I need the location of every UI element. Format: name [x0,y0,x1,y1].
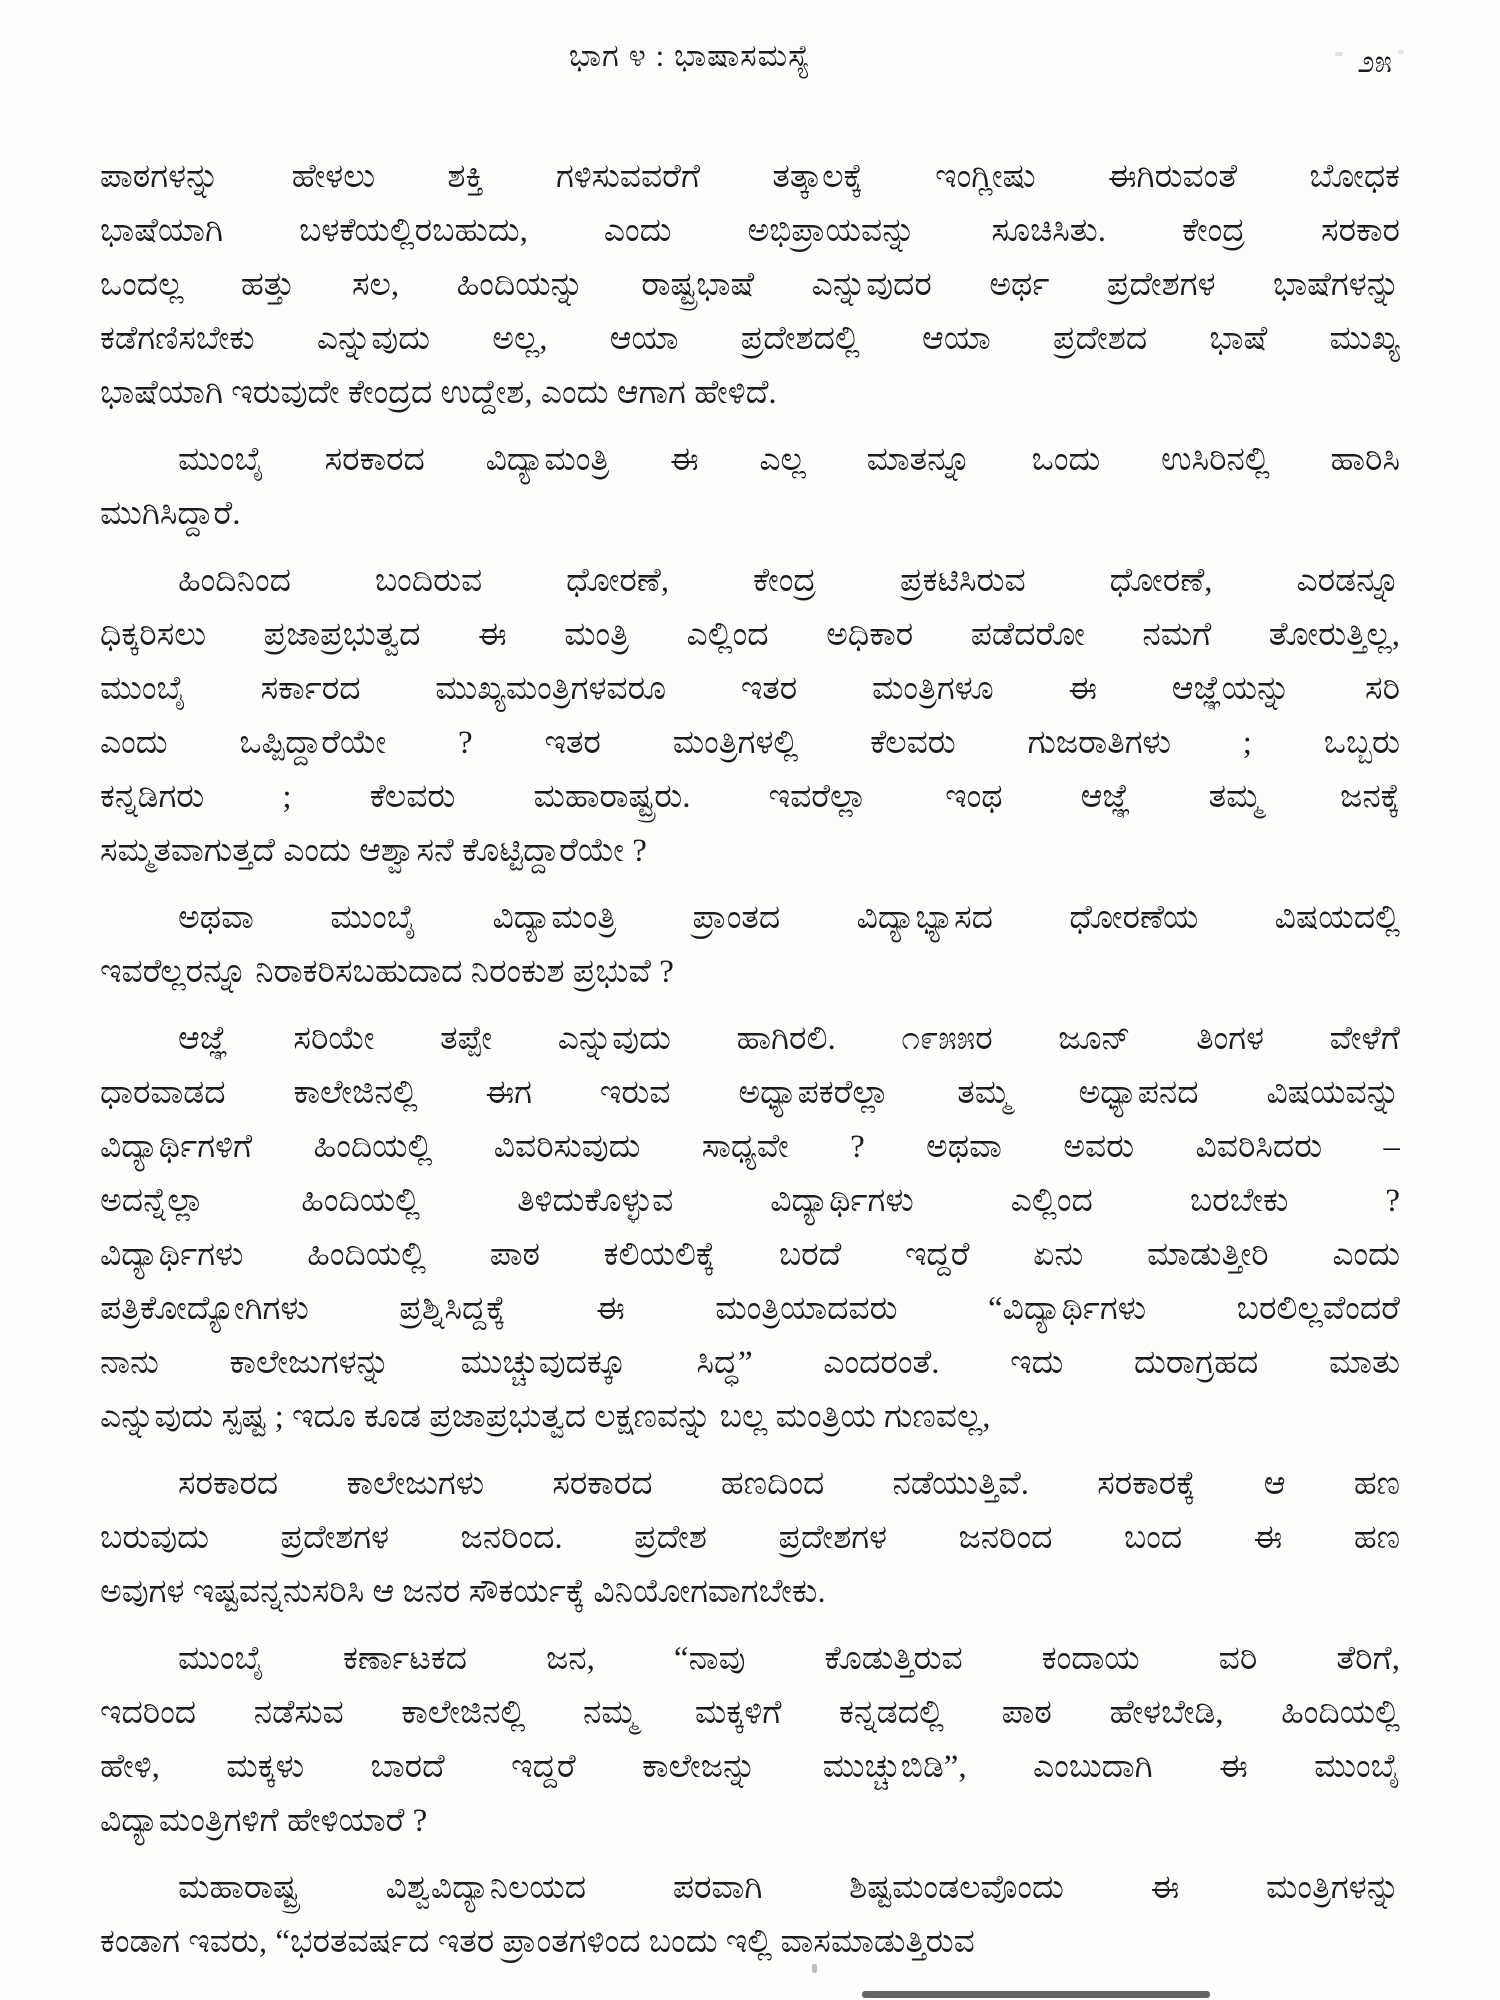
text-line: ಅವುಗಳ ಇಷ್ಟವನ್ನನುಸರಿಸಿ ಆ ಜನರ ಸೌಕರ್ಯಕ್ಕೆ ವಿನಿಯೋಗವಾಗಬೇಕು. [100,1574,826,1610]
scan-speck [1398,50,1404,54]
text-line: ಒಂದಲ್ಲ ಹತ್ತು ಸಲ, ಹಿಂದಿಯನ್ನು ರಾಷ್ಟ್ರಭಾಷೆ ಎನ್ನುವುದರ ಅರ್ಥ ಪ್ರದೇಶಗಳ ಭಾಷೆಗಳನ್ನು [100,267,1400,303]
text-line: ಪಾಠಗಳನ್ನು ಹೇಳಲು ಶಕ್ತಿ ಗಳಿಸುವವರೆಗೆ ತತ್ಕಾಲಕ್ಕೆ ಇಂಗ್ಲೀಷು ಈಗಿರುವಂತೆ ಬೋಧಕ [100,159,1400,195]
paragraph [100,433,1400,541]
text-line: ಕಡೆಗಣಿಸಬೇಕು ಎನ್ನುವುದು ಅಲ್ಲ, ಆಯಾ ಪ್ರದೇಶದಲ್ಲಿ ಆಯಾ ಪ್ರದೇಶದ ಭಾಷೆ ಮುಖ್ಯ [100,321,1400,357]
text-line: ಕನ್ನಡಿಗರು ; ಕೆಲವರು ಮಹಾರಾಷ್ಟ್ರರು. ಇವರೆಲ್ಲಾ ಇಂಥ ಆಜ್ಞೆ ತಮ್ಮ ಜನಕ್ಕೆ [100,779,1400,815]
text-line: ಬರುವುದು ಪ್ರದೇಶಗಳ ಜನರಿಂದ. ಪ್ರದೇಶ ಪ್ರದೇಶಗಳ ಜನರಿಂದ ಬಂದ ಈ ಹಣ [100,1520,1400,1556]
text-line: ವಿದ್ಯಾಮಂತ್ರಿಗಳಿಗೆ ಹೇಳಿಯಾರೆ ? [100,1803,428,1839]
paragraph [100,1632,1400,1848]
page-body [100,150,1400,1969]
paragraph [100,891,1400,999]
text-line: ಪತ್ರಿಕೋದ್ಯೋಗಿಗಳು ಪ್ರಶ್ನಿಸಿದ್ದಕ್ಕೆ ಈ ಮಂತ್ರಿಯಾದವರು “ವಿದ್ಯಾರ್ಥಿಗಳು ಬರಲಿಲ್ಲವೆಂದರೆ [100,1291,1400,1327]
scan-artifact-line [862,1991,1210,1998]
text-line: ಆಜ್ಞೆ ಸರಿಯೇ ತಪ್ಪೇ ಎನ್ನುವುದು ಹಾಗಿರಲಿ. ೧೯೫೫ರ ಜೂನ್ ತಿಂಗಳ ವೇಳೆಗೆ [178,1021,1400,1057]
text-line: ಸರಕಾರದ ಕಾಲೇಜುಗಳು ಸರಕಾರದ ಹಣದಿಂದ ನಡೆಯುತ್ತಿವೆ. ಸರಕಾರಕ್ಕೆ ಆ ಹಣ [178,1466,1400,1502]
chapter-header-title: ಭಾಗ ೪ : ಭಾಷಾಸಮಸ್ಯೆ [568,38,812,73]
text-line: ಭಾಷೆಯಾಗಿ ಬಳಕೆಯಲ್ಲಿರಬಹುದು, ಎಂದು ಅಭಿಪ್ರಾಯವನ್ನು ಸೂಚಿಸಿತು. ಕೇಂದ್ರ ಸರಕಾರ [100,213,1400,249]
text-line: ಧಾರವಾಡದ ಕಾಲೇಜಿನಲ್ಲಿ ಈಗ ಇರುವ ಅಧ್ಯಾಪಕರೆಲ್ಲಾ ತಮ್ಮ ಅಧ್ಯಾಪನದ ವಿಷಯವನ್ನು [100,1075,1400,1111]
text-line: ಮುಂಬೈ ಸರ್ಕಾರದ ಮುಖ್ಯಮಂತ್ರಿಗಳವರೂ ಇತರ ಮಂತ್ರಿಗಳೂ ಈ ಆಜ್ಞೆಯನ್ನು ಸರಿ [100,671,1400,707]
scan-speck [1335,52,1343,56]
paragraph [100,1012,1400,1444]
text-line: ಹೇಳಿ, ಮಕ್ಕಳು ಬಾರದೆ ಇದ್ದರೆ ಕಾಲೇಜನ್ನು ಮುಚ್ಚುಬಿಡಿ”, ಎಂಬುದಾಗಿ ಈ ಮುಂಬೈ [100,1749,1400,1785]
text-line: ಮುಂಬೈ ಕರ್ಣಾಟಕದ ಜನ, “ನಾವು ಕೊಡುತ್ತಿರುವ ಕಂದಾಯ ವರಿ ತೆರಿಗೆ, [178,1641,1400,1677]
text-line: ಇದರಿಂದ ನಡೆಸುವ ಕಾಲೇಜಿನಲ್ಲಿ ನಮ್ಮ ಮಕ್ಕಳಿಗೆ ಕನ್ನಡದಲ್ಲಿ ಪಾಠ ಹೇಳಬೇಡಿ, ಹಿಂದಿಯಲ್ಲಿ [100,1695,1400,1731]
text-line: ಸಮ್ಮತವಾಗುತ್ತದೆ ಎಂದು ಆಶ್ವಾಸನೆ ಕೊಟ್ಟಿದ್ದಾರೆಯೇ ? [100,833,647,869]
text-line: ಅಥವಾ ಮುಂಬೈ ವಿದ್ಯಾಮಂತ್ರಿ ಪ್ರಾಂತದ ವಿದ್ಯಾಭ್ಯಾಸದ ಧೋರಣೆಯ ವಿಷಯದಲ್ಲಿ [178,900,1400,936]
text-line: ಮಹಾರಾಷ್ಟ್ರ ವಿಶ್ವವಿದ್ಯಾನಿಲಯದ ಪರವಾಗಿ ಶಿಷ್ಟಮಂಡಲವೊಂದು ಈ ಮಂತ್ರಿಗಳನ್ನು [178,1870,1400,1906]
text-line: ಅದನ್ನೆಲ್ಲಾ ಹಿಂದಿಯಲ್ಲಿ ತಿಳಿದುಕೊಳ್ಳುವ ವಿದ್ಯಾರ್ಥಿಗಳು ಎಲ್ಲಿಂದ ಬರಬೇಕು ? [100,1183,1400,1219]
paragraph [100,1861,1400,1969]
text-line: ಎಂದು ಒಪ್ಪಿದ್ದಾರೆಯೇ ? ಇತರ ಮಂತ್ರಿಗಳಲ್ಲಿ ಕೆಲವರು ಗುಜರಾತಿಗಳು ; ಒಬ್ಬರು [100,725,1400,761]
text-line: ಮುಂಬೈ ಸರಕಾರದ ವಿದ್ಯಾಮಂತ್ರಿ ಈ ಎಲ್ಲ ಮಾತನ್ನೂ ಒಂದು ಉಸಿರಿನಲ್ಲಿ ಹಾರಿಸಿ [178,442,1400,478]
scan-speck [812,1964,817,1973]
paragraph [100,1457,1400,1619]
text-line: ಎನ್ನುವುದು ಸ್ಪಷ್ಟ ; ಇದೂ ಕೂಡ ಪ್ರಜಾಪ್ರಭುತ್ವದ ಲಕ್ಷಣವನ್ನು ಬಲ್ಲ ಮಂತ್ರಿಯ ಗುಣವಲ್ಲ, [100,1399,991,1435]
text-line: ಮುಗಿಸಿದ್ದಾರೆ. [100,496,241,532]
text-line: ಇವರೆಲ್ಲರನ್ನೂ ನಿರಾಕರಿಸಬಹುದಾದ ನಿರಂಕುಶ ಪ್ರಭುವೆ ? [100,954,674,990]
text-line: ಭಾಷೆಯಾಗಿ ಇರುವುದೇ ಕೇಂದ್ರದ ಉದ್ದೇಶ, ಎಂದು ಆಗಾಗ ಹೇಳಿದೆ. [100,375,777,411]
text-line: ನಾನು ಕಾಲೇಜುಗಳನ್ನು ಮುಚ್ಚುವುದಕ್ಕೂ ಸಿದ್ಧ” ಎಂದರಂತೆ. ಇದು ದುರಾಗ್ರಹದ ಮಾತು [100,1345,1400,1381]
text-line: ವಿದ್ಯಾರ್ಥಿಗಳು ಹಿಂದಿಯಲ್ಲಿ ಪಾಠ ಕಲಿಯಲಿಕ್ಕೆ ಬರದೆ ಇದ್ದರೆ ಏನು ಮಾಡುತ್ತೀರಿ ಎಂದು [100,1237,1400,1273]
page-number: ೨೫ [1357,44,1392,79]
paragraph [100,554,1400,878]
text-line: ಹಿಂದಿನಿಂದ ಬಂದಿರುವ ಧೋರಣೆ, ಕೇಂದ್ರ ಪ್ರಕಟಿಸಿರುವ ಧೋರಣೆ, ಎರಡನ್ನೂ [178,563,1400,599]
text-line: ವಿದ್ಯಾರ್ಥಿಗಳಿಗೆ ಹಿಂದಿಯಲ್ಲಿ ವಿವರಿಸುವುದು ಸಾಧ್ಯವೇ ? ಅಥವಾ ಅವರು ವಿವರಿಸಿದರು – [100,1129,1400,1165]
text-line: ಧಿಕ್ಕರಿಸಲು ಪ್ರಜಾಪ್ರಭುತ್ವದ ಈ ಮಂತ್ರಿ ಎಲ್ಲಿಂದ ಅಧಿಕಾರ ಪಡೆದರೋ ನಮಗೆ ತೋರುತ್ತಿಲ್ಲ, [100,617,1400,653]
text-line: ಕಂಡಾಗ ಇವರು, “ಭರತವರ್ಷದ ಇತರ ಪ್ರಾಂತಗಳಿಂದ ಬಂದು ಇಲ್ಲಿ ವಾಸಮಾಡುತ್ತಿರುವ [100,1924,975,1960]
paragraph [100,150,1400,420]
running-header [0,38,1500,88]
